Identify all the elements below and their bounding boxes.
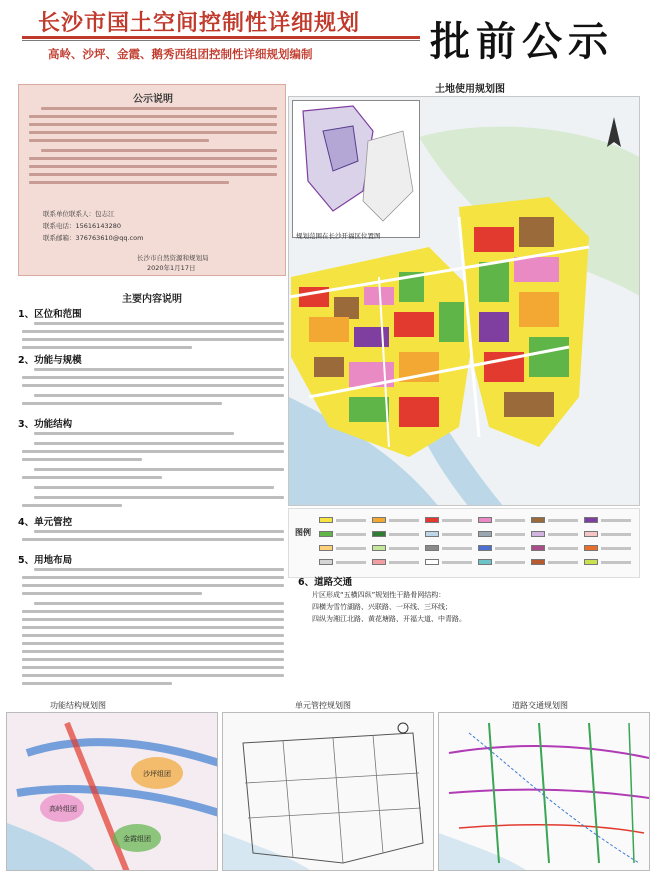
title-rule <box>22 36 420 39</box>
section-function-title: 2、功能与规模 <box>18 355 82 366</box>
text-line <box>22 450 284 453</box>
legend-swatch <box>584 559 598 565</box>
legend-text-line <box>442 519 472 522</box>
legend-text-line <box>495 519 525 522</box>
text-line <box>22 458 142 461</box>
legend-swatch <box>584 517 598 523</box>
legend-grid <box>319 515 637 575</box>
text-line <box>22 618 284 621</box>
notice-email-row <box>43 233 143 242</box>
notice-text-line <box>41 107 277 110</box>
text-line <box>22 650 284 653</box>
legend-swatch <box>478 545 492 551</box>
legend-swatch <box>531 545 545 551</box>
notice-text-line <box>29 139 209 142</box>
road-map-svg <box>439 713 650 871</box>
text-line <box>22 642 284 645</box>
text-line <box>22 376 284 379</box>
legend-swatch <box>319 531 333 537</box>
text-line <box>22 626 284 629</box>
legend-swatch <box>584 545 598 551</box>
notice-text-line <box>29 165 277 168</box>
landuse-map-title: 土地使用规划图 <box>435 84 505 95</box>
legend-text-line <box>548 547 578 550</box>
inset-map-svg <box>293 101 419 237</box>
legend-swatch <box>478 517 492 523</box>
text-line <box>34 602 284 605</box>
legend-text-line <box>389 547 419 550</box>
text-line <box>34 394 284 397</box>
legend-swatch <box>372 517 386 523</box>
legend-swatch <box>478 531 492 537</box>
legend-text-line <box>601 533 631 536</box>
legend-swatch <box>478 559 492 565</box>
stamp-title: 批前公示 <box>430 19 614 65</box>
text-line <box>34 496 284 499</box>
section-traffic-title: 6、道路交通 <box>298 577 353 588</box>
phone-label: 联系电话： <box>43 222 76 230</box>
section-structure-title: 3、功能结构 <box>18 419 73 430</box>
map-legend <box>288 508 640 578</box>
legend-text-line <box>495 561 525 564</box>
notice-signature: 长沙市自然资源和规划局 <box>137 254 209 262</box>
legend-swatch <box>319 545 333 551</box>
notice-text-line <box>41 149 277 152</box>
inset-map-caption: 规划范围在长沙开福区位置图 <box>296 232 381 240</box>
notice-contact-row <box>43 209 115 218</box>
road-traffic-map[interactable] <box>438 712 650 871</box>
text-line <box>34 442 284 445</box>
legend-text-line <box>336 519 366 522</box>
text-line <box>22 610 284 613</box>
legend-swatch <box>372 531 386 537</box>
text-line <box>34 322 284 325</box>
text-line <box>22 584 284 587</box>
traffic-line-2: 四横为雪竹湖路、兴联路、一环线、三环线； <box>312 603 452 611</box>
title-rule-thin <box>22 40 420 41</box>
legend-swatch <box>372 559 386 565</box>
legend-swatch <box>531 559 545 565</box>
legend-text-line <box>548 561 578 564</box>
legend-text-line <box>336 533 366 536</box>
legend-text-line <box>442 533 472 536</box>
text-line <box>34 368 284 371</box>
header <box>0 0 653 72</box>
unit-map-svg <box>223 713 434 871</box>
text-line <box>22 658 284 661</box>
function-map-title: 功能结构规划图 <box>50 701 106 710</box>
legend-text-line <box>601 519 631 522</box>
text-line <box>34 486 274 489</box>
email-value[interactable]: 376763610@qq.com <box>75 234 144 242</box>
email-label: 联系邮箱： <box>43 234 76 242</box>
text-line <box>22 666 284 669</box>
function-structure-map[interactable] <box>6 712 218 871</box>
text-line <box>34 432 234 435</box>
text-line <box>22 402 222 405</box>
legend-text-line <box>601 561 631 564</box>
legend-swatch <box>425 517 439 523</box>
unit-control-map[interactable] <box>222 712 434 871</box>
function-label-2: 沙坪组团 <box>143 770 171 778</box>
text-line <box>22 504 122 507</box>
notice-text-line <box>29 181 229 184</box>
function-label-1: 高岭组团 <box>49 805 77 813</box>
text-line <box>22 384 284 387</box>
legend-text-line <box>389 533 419 536</box>
legend-swatch <box>425 531 439 537</box>
legend-swatch <box>425 559 439 565</box>
text-line <box>22 634 284 637</box>
legend-swatch <box>531 531 545 537</box>
traffic-line-1: 片区形成“五横四纵”规划性干路骨网结构： <box>312 591 446 599</box>
legend-swatch <box>372 545 386 551</box>
function-map-svg <box>7 713 218 871</box>
contact-name: 包志江 <box>95 210 115 218</box>
text-line <box>22 338 284 341</box>
text-line <box>22 682 172 685</box>
legend-text-line <box>495 547 525 550</box>
notice-text-line <box>29 115 277 118</box>
legend-text-line <box>548 519 578 522</box>
traffic-line-3: 四纵为湘江北路、黄花塘路、开福大道、中青路。 <box>312 615 466 623</box>
section-location-title: 1、区位和范围 <box>18 309 82 320</box>
phone-value: 15616143280 <box>75 222 121 230</box>
text-line <box>22 538 284 541</box>
legend-swatch <box>319 517 333 523</box>
legend-swatch <box>531 517 545 523</box>
legend-text-line <box>336 561 366 564</box>
text-line <box>22 330 284 333</box>
legend-swatch <box>425 545 439 551</box>
legend-swatch <box>319 559 333 565</box>
road-map-title: 道路交通规划图 <box>512 701 568 710</box>
text-line <box>34 530 284 533</box>
text-line <box>34 568 284 571</box>
unit-map-title: 单元管控规划图 <box>295 701 351 710</box>
notice-text-line <box>29 157 277 160</box>
notice-text-line <box>29 131 277 134</box>
function-label-3: 金霞组团 <box>123 835 151 843</box>
legend-text-line <box>442 561 472 564</box>
section-unit-control-title: 4、单元管控 <box>18 517 73 528</box>
legend-label: 图例 <box>295 528 311 537</box>
legend-text-line <box>442 547 472 550</box>
notice-phone-row <box>43 221 121 230</box>
page-subtitle: 高岭、沙坪、金霞、鹅秀西组团控制性详细规划编制 <box>48 47 313 61</box>
legend-text-line <box>389 561 419 564</box>
notice-text-line <box>29 173 277 176</box>
notice-box <box>18 84 286 276</box>
section-landuse-title: 5、用地布局 <box>18 555 73 566</box>
notice-text-line <box>29 123 277 126</box>
page-title: 长沙市国土空间控制性详细规划 <box>38 11 361 36</box>
legend-swatch <box>584 531 598 537</box>
text-line <box>22 592 202 595</box>
legend-text-line <box>336 547 366 550</box>
text-line <box>22 674 284 677</box>
legend-text-line <box>389 519 419 522</box>
legend-text-line <box>548 533 578 536</box>
contact-label: 联系单位联系人： <box>43 210 95 218</box>
notice-date: 2020年1月17日 <box>147 264 196 272</box>
inset-map[interactable] <box>292 100 420 238</box>
text-line <box>22 476 162 479</box>
text-line <box>22 576 284 579</box>
notice-title: 公示说明 <box>133 94 173 105</box>
content-heading: 主要内容说明 <box>122 294 182 305</box>
text-line <box>22 346 192 349</box>
legend-text-line <box>495 533 525 536</box>
legend-text-line <box>601 547 631 550</box>
text-line <box>34 468 284 471</box>
